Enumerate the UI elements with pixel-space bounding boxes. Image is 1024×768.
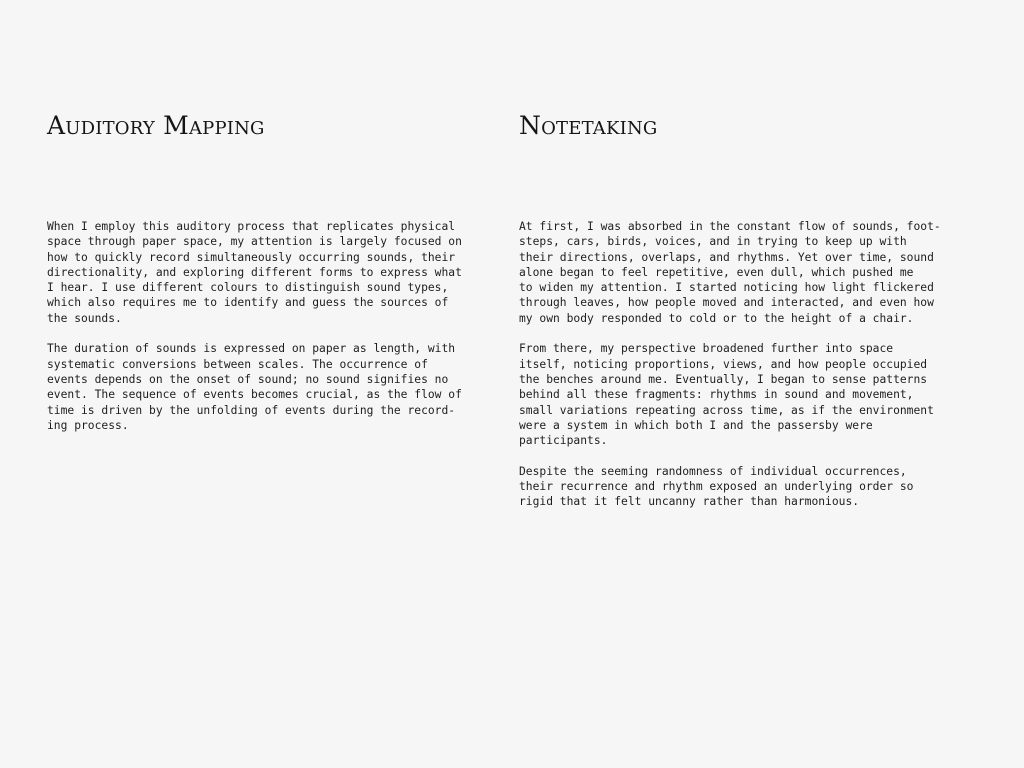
notetaking-heading: Notetaking bbox=[519, 111, 658, 140]
text-line: were a system in which both I and the passersby were bbox=[519, 418, 873, 432]
text-line: systematic conversions between scales. The occurrence of bbox=[47, 357, 428, 371]
notetaking-body bbox=[519, 219, 979, 525]
text-line: The duration of sounds is expressed on paper as length, with bbox=[47, 342, 456, 356]
text-line: Despite the seeming randomness of individual occurrences, bbox=[519, 464, 907, 478]
text-line: to widen my attention. I started noticing how light flickered bbox=[519, 281, 934, 295]
text-line: the benches around me. Eventually, I began to sense patterns bbox=[519, 372, 928, 386]
auditory-mapping-paragraph-2 bbox=[47, 341, 507, 433]
notetaking-paragraph-2 bbox=[519, 341, 979, 448]
text-line: space through paper space, my attention is largely focused on bbox=[47, 235, 462, 249]
text-line: directionality, and exploring different forms to express what bbox=[47, 265, 462, 279]
text-line: small variations repeating across time, as if the environment bbox=[519, 403, 934, 417]
text-line: their recurrence and rhythm exposed an underlying order so bbox=[519, 480, 914, 494]
text-line: events depends on the onset of sound; no sound signifies no bbox=[47, 372, 449, 386]
text-line: I hear. I use different colours to distinguish sound types, bbox=[47, 281, 449, 295]
auditory-mapping-heading: Auditory Mapping bbox=[47, 111, 265, 140]
text-line: When I employ this auditory process that replicates physical bbox=[47, 220, 456, 233]
text-line: through leaves, how people moved and interacted, and even how bbox=[519, 296, 934, 310]
text-line: which also requires me to identify and guess the sources of bbox=[47, 296, 449, 310]
text-line: rigid that it felt uncanny rather than harmonious. bbox=[519, 495, 860, 509]
text-line: time is driven by the unfolding of events during the record- bbox=[47, 403, 456, 417]
text-line: ing process. bbox=[47, 418, 129, 432]
notetaking-paragraph-1 bbox=[519, 219, 979, 326]
text-line: how to quickly record simultaneously occurring sounds, their bbox=[47, 250, 456, 264]
text-line: From there, my perspective broadened further into space bbox=[519, 342, 894, 356]
text-line: steps, cars, birds, voices, and in trying to keep up with bbox=[519, 235, 907, 249]
text-line: itself, noticing proportions, views, and how people occupied bbox=[519, 357, 928, 371]
text-line: their directions, overlaps, and rhythms. Yet over time, sound bbox=[519, 250, 934, 264]
text-line: alone began to feel repetitive, even dull, which pushed me bbox=[519, 265, 914, 279]
text-line: At first, I was absorbed in the constant flow of sounds, foot- bbox=[519, 220, 941, 233]
notetaking-paragraph-3 bbox=[519, 464, 979, 510]
auditory-mapping-paragraph-1 bbox=[47, 219, 507, 326]
text-line: my own body responded to cold or to the height of a chair. bbox=[519, 311, 914, 325]
auditory-mapping-body bbox=[47, 219, 507, 448]
text-line: event. The sequence of events becomes crucial, as the flow of bbox=[47, 388, 462, 402]
text-line: behind all these fragments: rhythms in sound and movement, bbox=[519, 388, 914, 402]
text-line: participants. bbox=[519, 434, 608, 448]
text-line: the sounds. bbox=[47, 311, 122, 325]
